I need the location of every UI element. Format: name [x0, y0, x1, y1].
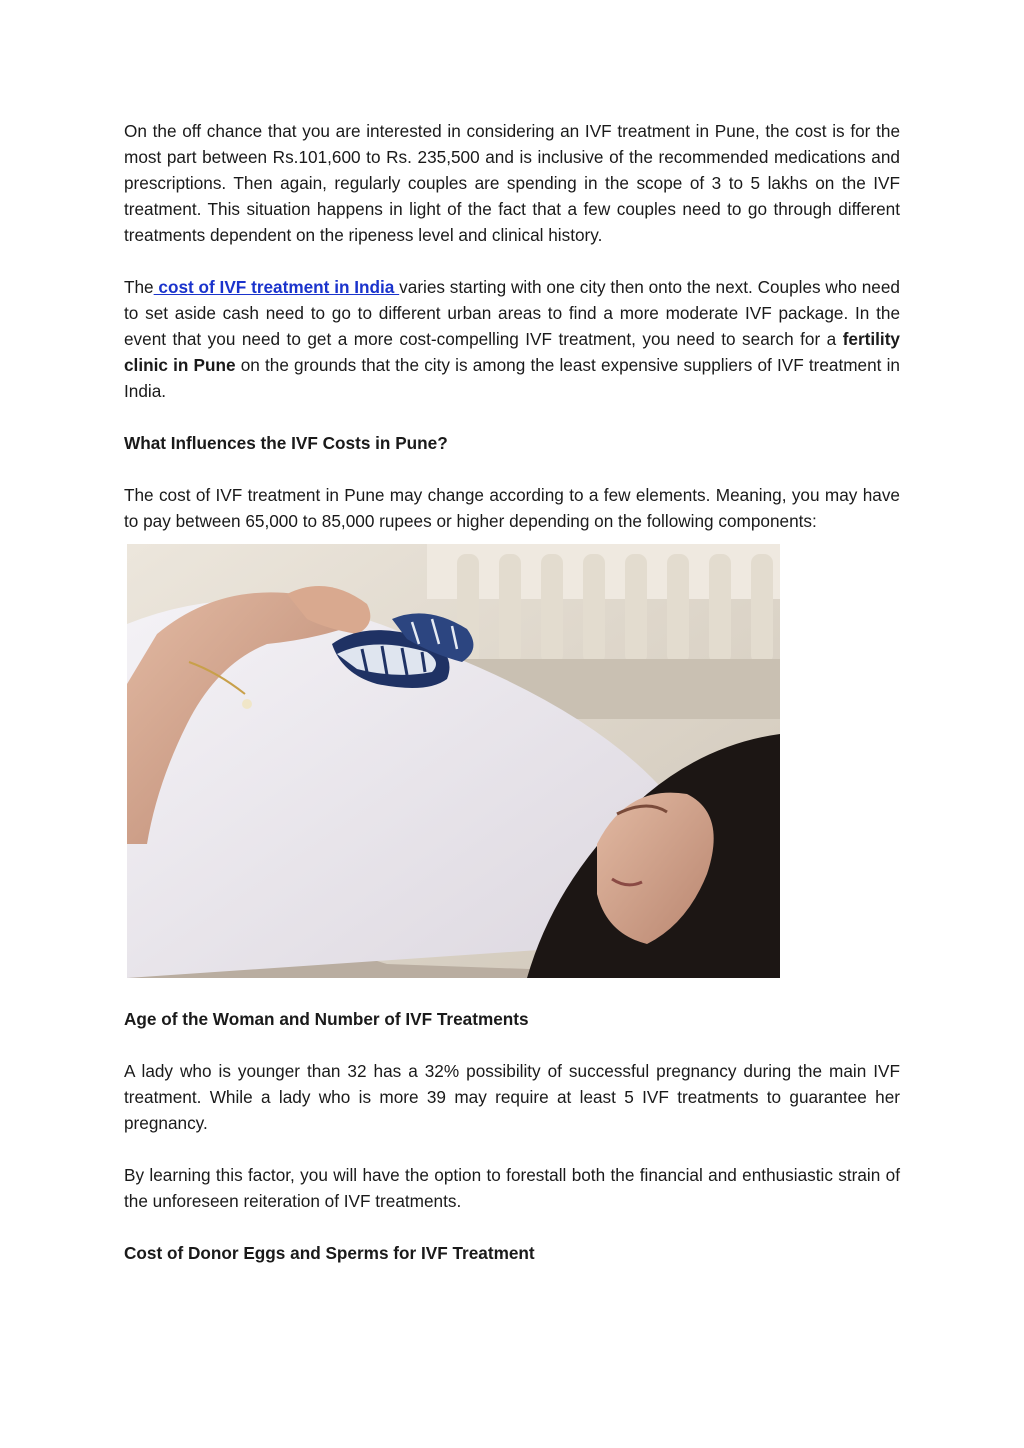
paragraph-cost-by-city	[124, 274, 900, 404]
heading-age-of-woman: Age of the Woman and Number of IVF Treatments	[124, 1009, 529, 1029]
paragraph-cost-elements: The cost of IVF treatment in Pune may change according to a few elements. Meaning, you may have to pay between 65,000 to 85,000 rupees or higher depending on the following components:	[124, 485, 900, 531]
paragraph-tail: on the grounds that the city is among the least expensive suppliers of IVF treatment in India.	[124, 355, 900, 401]
pregnant-woman-baby-shoes-photo	[127, 544, 780, 978]
paragraph-ivf-cost-pune: On the off chance that you are interested in considering an IVF treatment in Pune, the cost is for the most part between Rs.101,600 to Rs. 235,500 and is inclusive of the recommended medications and prescriptions. Then again, regularly couples are spending in the scope of 3 to 5 lakhs on the IVF treatment. This situation happens in light of the fact that a few couples need to go through different treatments dependent on the ripeness level and clinical history.	[124, 121, 900, 245]
document-body	[124, 118, 900, 1292]
paragraph-age-success-rate: A lady who is younger than 32 has a 32% possibility of successful pregnancy during the main IVF treatment. While a lady who is more 39 may require at least 5 IVF treatments to guarantee her pregnancy.	[124, 1061, 900, 1133]
cost-of-ivf-india-link[interactable]: cost of IVF treatment in India	[153, 277, 400, 297]
fertility-clinic-bold-text: fertility clinic in Pune	[124, 329, 900, 375]
heading-donor-eggs-sperms: Cost of Donor Eggs and Sperms for IVF Treatment	[124, 1243, 535, 1263]
paragraph-lead: The	[124, 277, 154, 297]
heading-what-influences: What Influences the IVF Costs in Pune?	[124, 433, 448, 453]
paragraph-middle: varies starting with one city then onto the next. Couples who need to set aside cash need to go to different urban areas to find a more moderate IVF package. In the event that you need to get a more cost-compelling IVF treatment, you need to search for a	[124, 277, 900, 349]
paragraph-financial-strain: By learning this factor, you will have the option to forestall both the financial and enthusiastic strain of the unforeseen reiteration of IVF treatments.	[124, 1165, 900, 1211]
